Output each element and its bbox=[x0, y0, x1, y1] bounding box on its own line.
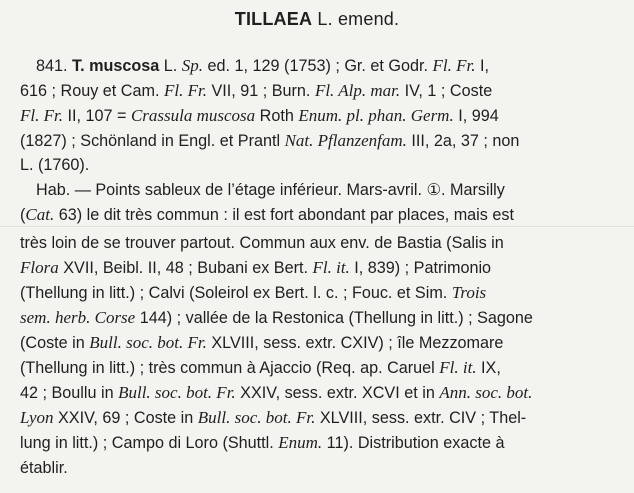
text-run: I, 839) ; Patrimonio bbox=[349, 259, 492, 277]
text-run: établir. bbox=[20, 459, 68, 477]
citation-italic: Trois bbox=[451, 283, 487, 302]
text-run: 11). Distribution exacte à bbox=[322, 434, 505, 452]
citation-italic: Flora bbox=[20, 258, 59, 277]
citation-italic: Enum. pl. phan. Germ. bbox=[298, 106, 454, 125]
citation-italic: sem. herb. Corse bbox=[20, 308, 136, 327]
citation-italic: Lyon bbox=[20, 408, 54, 427]
text-run: XLVIII, sess. extr. CXIV) ; île Mezzomare bbox=[206, 334, 504, 352]
citation-italic: Bull. soc. bot. Fr. bbox=[89, 333, 207, 352]
text-run: 144) ; vallée de la Restonica (Thellung in litt.) ; Sagone bbox=[135, 309, 533, 327]
text-run: ed. 1, 129 (1753) ; Gr. et Godr. bbox=[203, 57, 433, 75]
text-run: Roth bbox=[255, 107, 299, 125]
text-run: XXIV, 69 ; Coste in bbox=[53, 409, 198, 427]
citation-italic: Fl. it. bbox=[439, 358, 477, 377]
species-name: T. muscosa bbox=[72, 57, 160, 75]
text-run: XLVIII, sess. extr. CIV ; Thel- bbox=[315, 409, 527, 427]
text-run: IV, 1 ; Coste bbox=[400, 82, 493, 100]
text-run: L. (1760). bbox=[20, 156, 90, 174]
text-run: L. bbox=[163, 57, 182, 75]
genus-author: L. emend. bbox=[317, 9, 400, 29]
habitat-line-10 bbox=[20, 406, 618, 430]
text-run: 63) le dit très commun : il est fort abondant par places, mais est bbox=[54, 206, 514, 224]
citation-italic: Nat. Pflanzenfam. bbox=[284, 131, 407, 150]
entry-line-3 bbox=[20, 104, 618, 128]
text-run: XVII, Beibl. II, 48 ; Bubani ex Bert. bbox=[58, 259, 313, 277]
citation-italic: Cat. bbox=[25, 205, 55, 224]
genus-heading bbox=[0, 9, 634, 30]
text-run: III, 2a, 37 ; non bbox=[406, 132, 520, 150]
entry-line-4 bbox=[20, 129, 618, 153]
habitat-line-2 bbox=[20, 203, 618, 227]
citation-italic: Bull. soc. bot. Fr. bbox=[197, 408, 316, 427]
citation-italic: Fl. Fr. bbox=[20, 106, 63, 125]
citation-italic: Ann. soc. bot. bbox=[439, 383, 533, 402]
citation-italic: Fl. Fr. bbox=[163, 81, 207, 100]
text-run: 616 ; Rouy et Cam. bbox=[20, 82, 164, 100]
genus-name: TILLAEA bbox=[234, 9, 313, 29]
text-run: I, 994 bbox=[453, 107, 499, 125]
annual-symbol: ① bbox=[426, 180, 441, 199]
habitat-line-7 bbox=[20, 331, 618, 355]
habitat-line-5 bbox=[20, 281, 618, 305]
entry-line-2 bbox=[20, 79, 618, 103]
citation-italic: Bull. soc. bot. Fr. bbox=[118, 383, 236, 402]
citation-italic: Sp. bbox=[181, 56, 204, 75]
text-run: XXIV, sess. extr. XCVI et in bbox=[235, 384, 440, 402]
habitat-line-1 bbox=[36, 178, 618, 202]
text-run: (Thellung in litt.) ; Calvi (Soleirol ex Bert. l. c. ; Fouc. et Sim. bbox=[20, 284, 452, 302]
text-run: VII, 91 ; Burn. bbox=[206, 82, 315, 100]
habitat-line-3 bbox=[20, 231, 618, 255]
synonym-italic: Crassula muscosa bbox=[130, 106, 256, 125]
text-run: II, 107 = bbox=[62, 107, 131, 125]
citation-italic: Fl. it. bbox=[312, 258, 350, 277]
text-run: (Thellung in litt.) ; très commun à Ajaccio (Req. ap. Caruel bbox=[20, 359, 440, 377]
entry-number: 841. bbox=[36, 57, 68, 75]
habitat-line-4 bbox=[20, 256, 618, 280]
entry-line-1 bbox=[36, 54, 618, 78]
entry-line-5 bbox=[20, 153, 618, 177]
habitat-line-6 bbox=[20, 306, 618, 330]
text-run: lung in litt.) ; Campo di Loro (Shuttl. bbox=[20, 434, 279, 452]
text-run: Hab. — Points sableux de l’étage inférieur. Mars-avril. bbox=[36, 181, 427, 199]
citation-italic: Enum. bbox=[278, 433, 323, 452]
text-run: IX, bbox=[476, 359, 501, 377]
text-run: 42 ; Boullu in bbox=[20, 384, 119, 402]
text-run: I, bbox=[475, 57, 489, 75]
text-run: ( bbox=[20, 206, 26, 224]
text-run: (1827) ; Schönland in Engl. et Prantl bbox=[20, 132, 285, 150]
citation-italic: Fl. Alp. mar. bbox=[314, 81, 401, 100]
citation-italic: Fl. Fr. bbox=[432, 56, 476, 75]
habitat-line-11 bbox=[20, 431, 618, 455]
habitat-line-8 bbox=[20, 356, 618, 380]
text-run: . Marsilly bbox=[441, 181, 505, 199]
text-run: (Coste in bbox=[20, 334, 90, 352]
text-run: très loin de se trouver partout. Commun aux env. de Bastia (Salis in bbox=[20, 234, 504, 252]
habitat-line-9 bbox=[20, 381, 618, 405]
scan-seam bbox=[0, 226, 634, 227]
habitat-line-12 bbox=[20, 456, 618, 480]
